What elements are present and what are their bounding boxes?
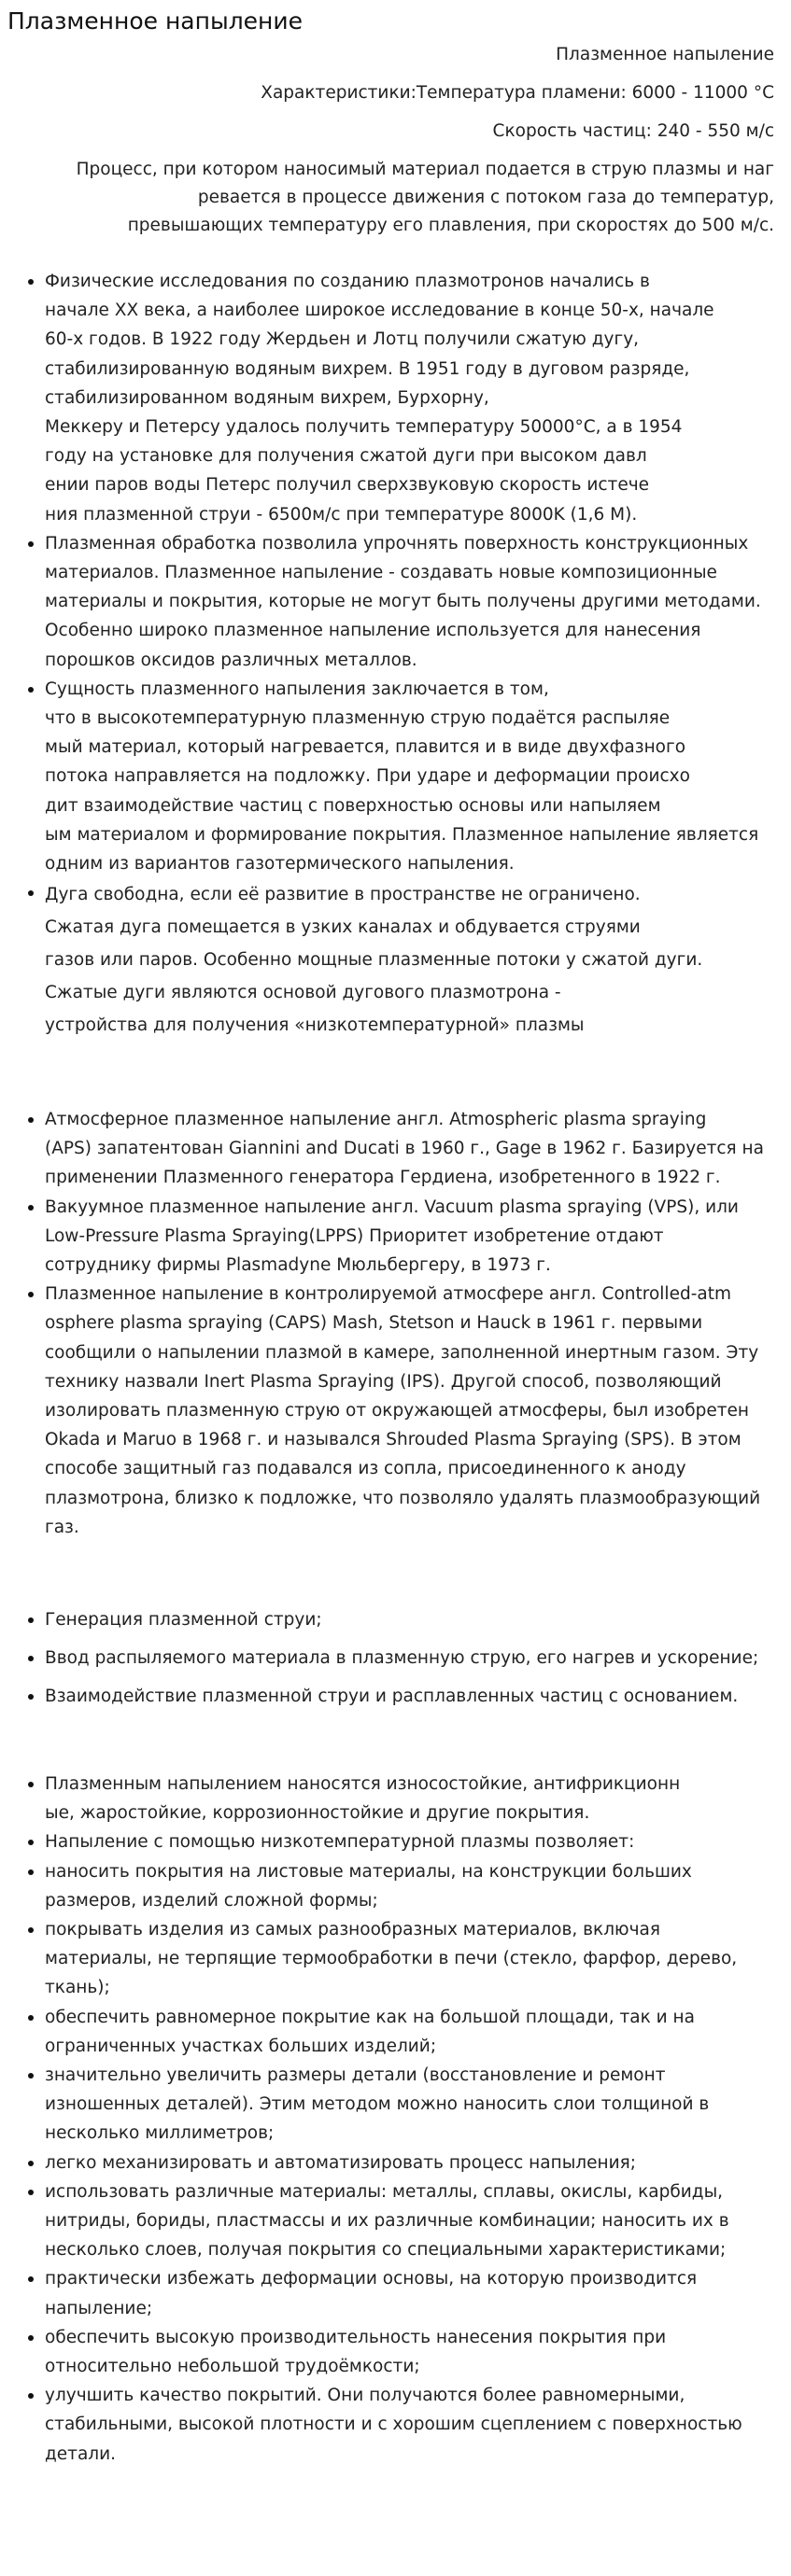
- list-item: [45, 2149, 791, 2177]
- text-line: значительно увеличить размеры детали (восстановление и ремонт: [45, 2065, 666, 2086]
- text-line: детали.: [45, 2443, 117, 2464]
- list-item: [45, 675, 791, 878]
- text-line: изолировать плазменную струю от окружающей атмосферы, был изобретен: [45, 1401, 750, 1421]
- text-line: относительно небольшой трудоёмкости;: [45, 2357, 420, 2377]
- list-item: [45, 1770, 791, 1827]
- description-line: Процесс, при котором наносимый материал подается в струю плазмы и наг: [76, 160, 774, 179]
- list-item: [45, 878, 791, 1042]
- text-line: стабилизированном водяным вихрем, Бурхорну,: [45, 387, 489, 408]
- description-line: ревается в процессе движения с потоком газа до температур,: [197, 188, 774, 207]
- text-line: Атмосферное плазменное напыление англ. Atmospheric plasma spraying: [45, 1110, 707, 1129]
- text-line: несколько слоев, получая покрытия со специальными характеристиками;: [45, 2240, 727, 2261]
- text-line: газов или паров. Особенно мощные плазменные потоки у сжатой дуги.: [45, 950, 703, 971]
- list-item: [45, 2264, 791, 2322]
- list-item: Ввод распыляемого материала в плазменную струю, его нагрев и ускорение;: [45, 1644, 791, 1673]
- list-item: [45, 1193, 791, 1281]
- text-line: мый материал, который нагревается, плавится и в виде двухфазного: [45, 737, 686, 758]
- text-line: одним из вариантов газотермического напыления.: [45, 854, 515, 875]
- methods-section: [0, 1105, 791, 1542]
- text-line: дит взаимодействие частиц с поверхностью основы или напыляем: [45, 795, 661, 816]
- list-item: [45, 2381, 791, 2469]
- text-line: ткань);: [45, 1978, 110, 1998]
- text-line: Особенно широко плазменное напыление используется для нанесения: [45, 621, 701, 641]
- text-line: изношенных деталей). Этим методом можно наносить слои толщиной в: [45, 2094, 710, 2115]
- text-line: наносить покрытия на листовые материалы, на конструкции больших: [45, 1861, 692, 1882]
- text-line: практически избежать деформации основы, на которую производится: [45, 2269, 698, 2289]
- text-line: обеспечить высокую производительность нанесения покрытия при: [45, 2327, 667, 2347]
- text-line: технику назвали Inert Plasma Spraying (IPS). Другой способ, позволяющий: [45, 1371, 722, 1392]
- advantages-section: [0, 1770, 791, 2469]
- text-line: Okada и Maruo в 1968 г. и назывался Shrouded Plasma Spraying (SPS). В этом: [45, 1430, 742, 1450]
- text-line: использовать различные материалы: металлы, сплавы, окислы, карбиды,: [45, 2181, 724, 2202]
- page-title: Плазменное напыление: [7, 7, 304, 35]
- text-line: размеров, изделий сложной формы;: [45, 1890, 378, 1911]
- list-item: [45, 2003, 791, 2061]
- text-line: несколько миллиметров;: [45, 2123, 275, 2144]
- list-item: Взаимодействие плазменной струи и расплавленных частиц с основанием.: [45, 1682, 791, 1711]
- text-line: нитриды, бориды, пластмассы и их различные комбинации; наносить их в: [45, 2211, 729, 2232]
- text-line: году на установке для получения сжатой дуги при высоком давл: [45, 446, 647, 467]
- text-line: ым материалом и формирование покрытия. Плазменное напыление является: [45, 824, 759, 845]
- text-line: Плазменное напыление в контролируемой атмосфере англ. Controlled-atm: [45, 1284, 731, 1305]
- text-line: плазмотрона, близко к подложке, что позволяло удалять плазмообразующий: [45, 1488, 761, 1508]
- process-description: [46, 156, 774, 240]
- text-line: что в высокотемпературную плазменную струю подаётся распыляе: [45, 708, 671, 729]
- text-line: стабильными, высокой плотности и с хорошим сцеплением с поверхностью: [45, 2415, 742, 2435]
- text-line: материалов. Плазменное напыление - создавать новые композиционные: [45, 563, 717, 583]
- text-line: Дуга свободна, если её развитие в пространстве не ограничено.: [45, 885, 641, 905]
- text-line: начале XX века, а наиболее широкое исследование в конце 50-х, начале: [45, 301, 714, 321]
- text-line: покрывать изделия из самых разнообразных материалов, включая: [45, 1920, 661, 1940]
- text-line: Плазменным напылением наносятся износостойкие, антифрикционн: [45, 1774, 681, 1794]
- text-line: стабилизированную водяным вихрем. В 1951 году в дуговом разряде,: [45, 358, 690, 379]
- history-section: [0, 267, 791, 1042]
- text-line: сотруднику фирмы Plasmadyne Мюльбергеру, в 1973 г.: [45, 1255, 551, 1276]
- text-line: применении Плазменного генератора Гердиена, изобретенного в 1922 г.: [45, 1168, 721, 1188]
- text-line: устройства для получения «низкотемпературной» плазмы: [45, 1015, 585, 1036]
- text-line: ограниченных участках больших изделий;: [45, 2036, 437, 2056]
- stages-list: [0, 1605, 791, 1712]
- text-line: сообщили о напылении плазмой в камере, заполненной инертным газом. Эту: [45, 1342, 759, 1363]
- text-line: материалы, не терпящие термообработки в печи (стекло, фарфор, дерево,: [45, 1949, 738, 1969]
- text-line: улучшить качество покрытий. Они получаются более равномерными,: [45, 2386, 685, 2406]
- list-item: [45, 1915, 791, 2003]
- text-line: ении паров воды Петерс получил сверхзвуковую скорость истече: [45, 475, 650, 496]
- text-line: 60-х годов. В 1922 году Жердьен и Лотц получили сжатую дугу,: [45, 329, 640, 350]
- list-item: [45, 1827, 791, 1856]
- text-line: Вакуумное плазменное напыление англ. Vacuum plasma spraying (VPS), или: [45, 1197, 739, 1217]
- methods-list: [0, 1105, 791, 1542]
- text-line: Сущность плазменного напыления заключается в том,: [45, 679, 549, 699]
- text-line: Сжатые дуги являются основой дугового плазмотрона -: [45, 983, 561, 1003]
- text-line: (APS) запатентован Giannini and Ducati в 1960 г., Gage в 1962 г. Базируется на: [45, 1139, 764, 1159]
- header-subtitle: Плазменное напыление: [556, 45, 774, 64]
- text-line: ые, жаростойкие, коррозионностойкие и другие покрытия.: [45, 1803, 590, 1824]
- text-line: Сжатая дуга помещается в узких каналах и обдувается струями: [45, 917, 641, 938]
- list-item: [45, 2061, 791, 2149]
- list-item: [45, 1280, 791, 1542]
- characteristics-text: Характеристики:Температура пламени: 6000 - 11000 °C: [261, 83, 774, 103]
- list-item: [45, 529, 791, 675]
- text-line: газ.: [45, 1517, 79, 1537]
- text-line: легко механизировать и автоматизировать процесс напыления;: [45, 2152, 636, 2173]
- list-item: [45, 267, 791, 529]
- text-line: потока направляется на подложку. При ударе и деформации происхо: [45, 766, 690, 787]
- list-item: [45, 1105, 791, 1193]
- text-line: обеспечить равномерное покрытие как на большой площади, так и на: [45, 2007, 695, 2027]
- header-block: [46, 41, 774, 250]
- text-line: ния плазменной струи - 6500м/с при температуре 8000K (1,6 M).: [45, 504, 638, 525]
- text-line: материалы и покрытия, которые не могут быть получены другими методами.: [45, 592, 761, 612]
- list-item: [45, 2177, 791, 2265]
- text-line: напыление;: [45, 2298, 153, 2318]
- text-line: Low-Pressure Plasma Spraying(LPPS) Приоритет изобретение отдают: [45, 1225, 664, 1246]
- particle-speed-text: Скорость частиц: 240 - 550 м/с: [492, 121, 774, 141]
- history-list: [0, 267, 791, 1042]
- text-line: Плазменная обработка позволила упрочнять поверхность конструкционных: [45, 533, 749, 553]
- stages-section: [0, 1605, 791, 1721]
- text-line: способе защитный газ подавался из сопла, присоединенного к аноду: [45, 1459, 686, 1479]
- text-line: osphere plasma spraying (CAPS) Mash, Stetson и Hauck в 1961 г. первыми: [45, 1313, 703, 1334]
- advantages-list: [0, 1770, 791, 2469]
- list-item: [45, 1857, 791, 1915]
- list-item: Генерация плазменной струи;: [45, 1605, 791, 1634]
- text-line: Меккеру и Петерсу удалось получить температуру 50000°С, а в 1954: [45, 417, 683, 438]
- text-line: порошков оксидов различных металлов.: [45, 650, 417, 670]
- text-line: Физические исследования по созданию плазмотронов начались в: [45, 272, 650, 291]
- description-line: превышающих температуру его плавления, при скоростях до 500 м/с.: [127, 216, 774, 235]
- text-line: Напыление с помощью низкотемпературной плазмы позволяет:: [45, 1832, 635, 1853]
- list-item: [45, 2323, 791, 2381]
